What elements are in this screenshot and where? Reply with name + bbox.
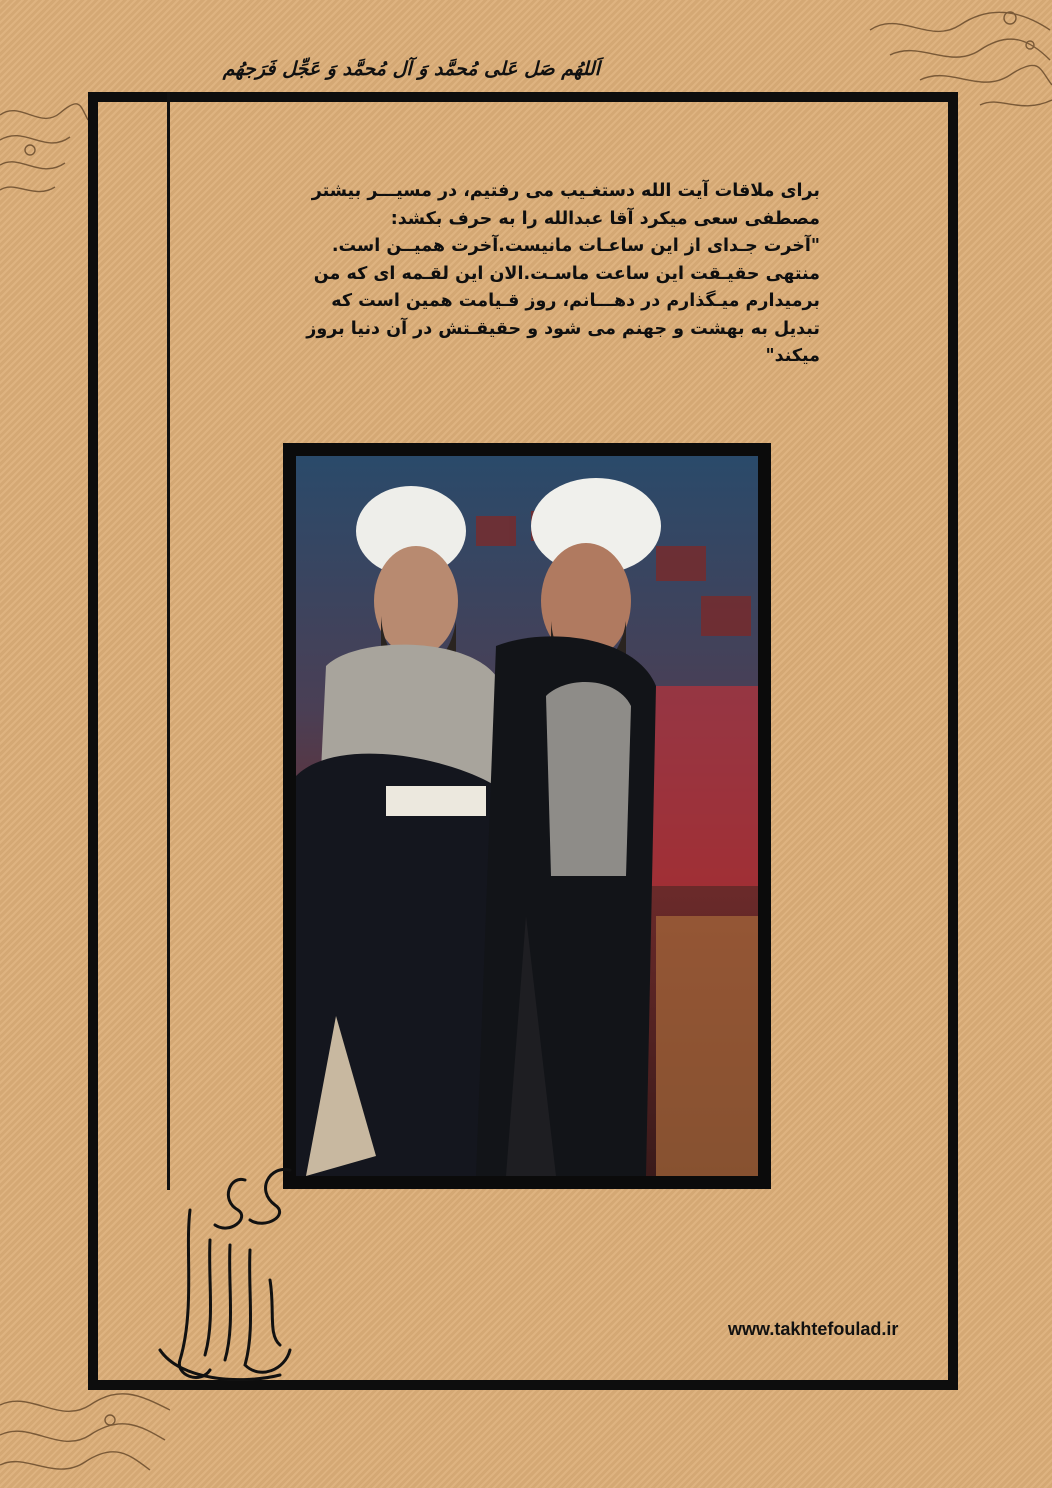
text-line: تبدیل به بهشت و جهنم می شود و حقیقـتش در آن دنیا بروز bbox=[306, 318, 820, 339]
ornament-left-upper bbox=[0, 95, 88, 205]
ornament-bottom-left bbox=[0, 1390, 170, 1488]
memoir-text bbox=[255, 178, 820, 371]
calligraphy-signature-icon bbox=[150, 1150, 310, 1390]
text-line: برمیدارم میـگذارم در دهـــانم، روز قـیامت همین است که bbox=[331, 291, 820, 311]
text-line: مصطفی سعی میکرد آقا عبدالله را به حرف بکشد: bbox=[390, 208, 820, 229]
text-line: "آخرت جـدای از این ساعـات مانیست.آخرت همیــن است. bbox=[331, 236, 820, 256]
text-line: برای ملاقات آیت الله دستغـیب می رفتیم، در مسیـــر بیشتر bbox=[311, 181, 820, 201]
text-line: میکند" bbox=[765, 346, 820, 366]
blessing-header: اَللهُم صَل عَلی مُحمَّد وَ آل مُحمَّد وَ عَجِّل فَرَجهُم bbox=[222, 58, 600, 80]
frame-divider-line bbox=[167, 92, 170, 1190]
photo-frame bbox=[283, 443, 771, 1189]
website-url: www.takhtefoulad.ir bbox=[728, 1319, 899, 1339]
text-line: منتهی حقیـقت این ساعت ماسـت.الان این لقـمه ای که من bbox=[313, 263, 820, 284]
photo-two-clerics-image bbox=[296, 456, 758, 1176]
